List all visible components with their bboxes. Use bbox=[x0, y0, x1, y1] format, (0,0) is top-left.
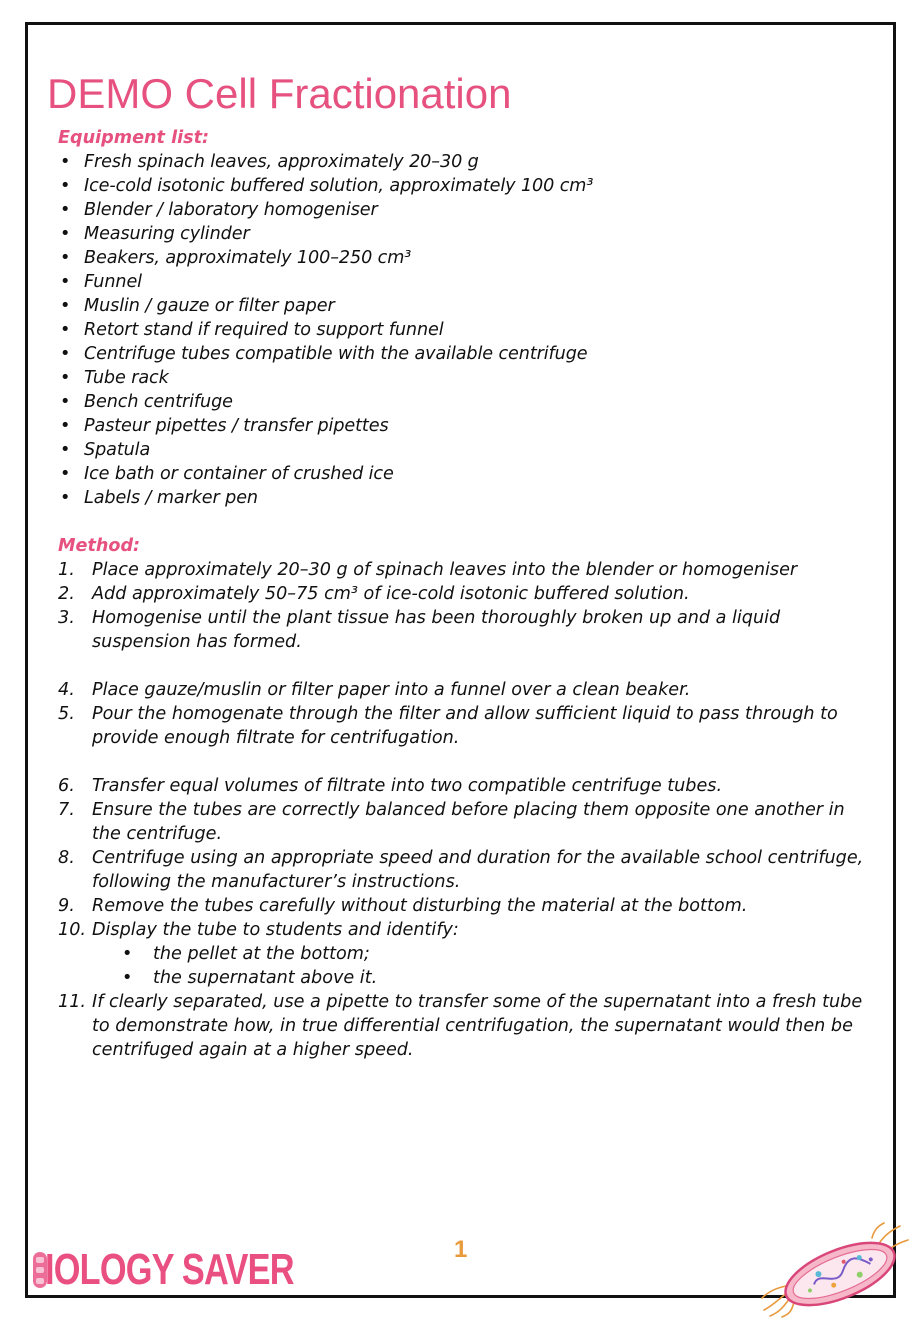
bacterium-cell-icon bbox=[760, 1222, 910, 1318]
equipment-item: • Centrifuge tubes compatible with the available centrifuge bbox=[58, 342, 868, 366]
equipment-item: • Bench centrifuge bbox=[58, 390, 868, 414]
method-step bbox=[58, 678, 868, 702]
step-number: 9. bbox=[58, 896, 75, 916]
method-step bbox=[58, 918, 868, 990]
method-step bbox=[58, 582, 868, 606]
step-text: Homogenise until the plant tissue has been thoroughly broken up and a liquid suspension has formed. bbox=[92, 608, 781, 652]
equipment-item: • Measuring cylinder bbox=[58, 222, 868, 246]
method-steps bbox=[58, 558, 868, 1062]
step-text: Display the tube to students and identify: bbox=[92, 920, 459, 940]
step-number: 4. bbox=[58, 680, 75, 700]
step-number: 6. bbox=[58, 776, 75, 796]
step-text: If clearly separated, use a pipette to transfer some of the supernatant into a fresh tube to demonstrate how, in true differential centrifugation, the supernatant would then be centrifuged again at a higher speed. bbox=[92, 992, 863, 1060]
equipment-item: • Beakers, approximately 100–250 cm³ bbox=[58, 246, 868, 270]
identify-item: • the pellet at the bottom; bbox=[120, 942, 868, 966]
step-text: Place gauze/muslin or filter paper into a funnel over a clean beaker. bbox=[92, 680, 691, 700]
method-step bbox=[58, 702, 868, 750]
method-step bbox=[58, 774, 868, 798]
equipment-item: • Ice-cold isotonic buffered solution, approximately 100 cm³ bbox=[58, 174, 868, 198]
step-number: 2. bbox=[58, 584, 75, 604]
equipment-item: • Funnel bbox=[58, 270, 868, 294]
equipment-item: • Muslin / gauze or filter paper bbox=[58, 294, 868, 318]
step-number: 11. bbox=[58, 992, 86, 1012]
equipment-item: • Pasteur pipettes / transfer pipettes bbox=[58, 414, 868, 438]
equipment-item: • Retort stand if required to support funnel bbox=[58, 318, 868, 342]
step-text: Remove the tubes carefully without disturbing the material at the bottom. bbox=[92, 896, 748, 916]
step-text: Pour the homogenate through the filter and allow sufficient liquid to pass through to provide enough filtrate for centrifugation. bbox=[92, 704, 838, 748]
method-step bbox=[58, 846, 868, 894]
equipment-item: • Fresh spinach leaves, approximately 20–30 g bbox=[58, 150, 868, 174]
equipment-item: • Blender / laboratory homogeniser bbox=[58, 198, 868, 222]
biology-saver-logo bbox=[33, 1246, 364, 1294]
step-text: Place approximately 20–30 g of spinach leaves into the blender or homogeniser bbox=[92, 560, 798, 580]
equipment-list bbox=[58, 150, 868, 510]
method-step bbox=[58, 990, 868, 1062]
document-body bbox=[58, 126, 868, 1062]
page-number: 1 bbox=[454, 1236, 468, 1263]
method-step bbox=[58, 798, 868, 846]
identify-list bbox=[92, 942, 868, 990]
step-number: 1. bbox=[58, 560, 75, 580]
method-step bbox=[58, 894, 868, 918]
step-text: Centrifuge using an appropriate speed and duration for the available school centrifuge, following the manufacturer’s instructions. bbox=[92, 848, 864, 892]
step-text: Transfer equal volumes of filtrate into two compatible centrifuge tubes. bbox=[92, 776, 723, 796]
equipment-item: • Labels / marker pen bbox=[58, 486, 868, 510]
step-text: Add approximately 50–75 cm³ of ice-cold isotonic buffered solution. bbox=[92, 584, 690, 604]
equipment-heading: Equipment list: bbox=[58, 128, 210, 148]
logo-text: IOLOGY SAVER bbox=[45, 1245, 294, 1294]
step-number: 3. bbox=[58, 608, 75, 628]
method-step bbox=[58, 606, 868, 654]
method-heading: Method: bbox=[58, 536, 141, 556]
equipment-item: • Tube rack bbox=[58, 366, 868, 390]
method-step bbox=[58, 558, 868, 582]
step-number: 5. bbox=[58, 704, 75, 724]
identify-item: • the supernatant above it. bbox=[120, 966, 868, 990]
step-number: 7. bbox=[58, 800, 75, 820]
step-text: Ensure the tubes are correctly balanced before placing them opposite one another in the centrifuge. bbox=[92, 800, 845, 844]
step-number: 10. bbox=[58, 920, 86, 940]
step-number: 8. bbox=[58, 848, 75, 868]
equipment-item: • Spatula bbox=[58, 438, 868, 462]
page-title: DEMO Cell Fractionation bbox=[47, 70, 512, 117]
equipment-item: • Ice bath or container of crushed ice bbox=[58, 462, 868, 486]
